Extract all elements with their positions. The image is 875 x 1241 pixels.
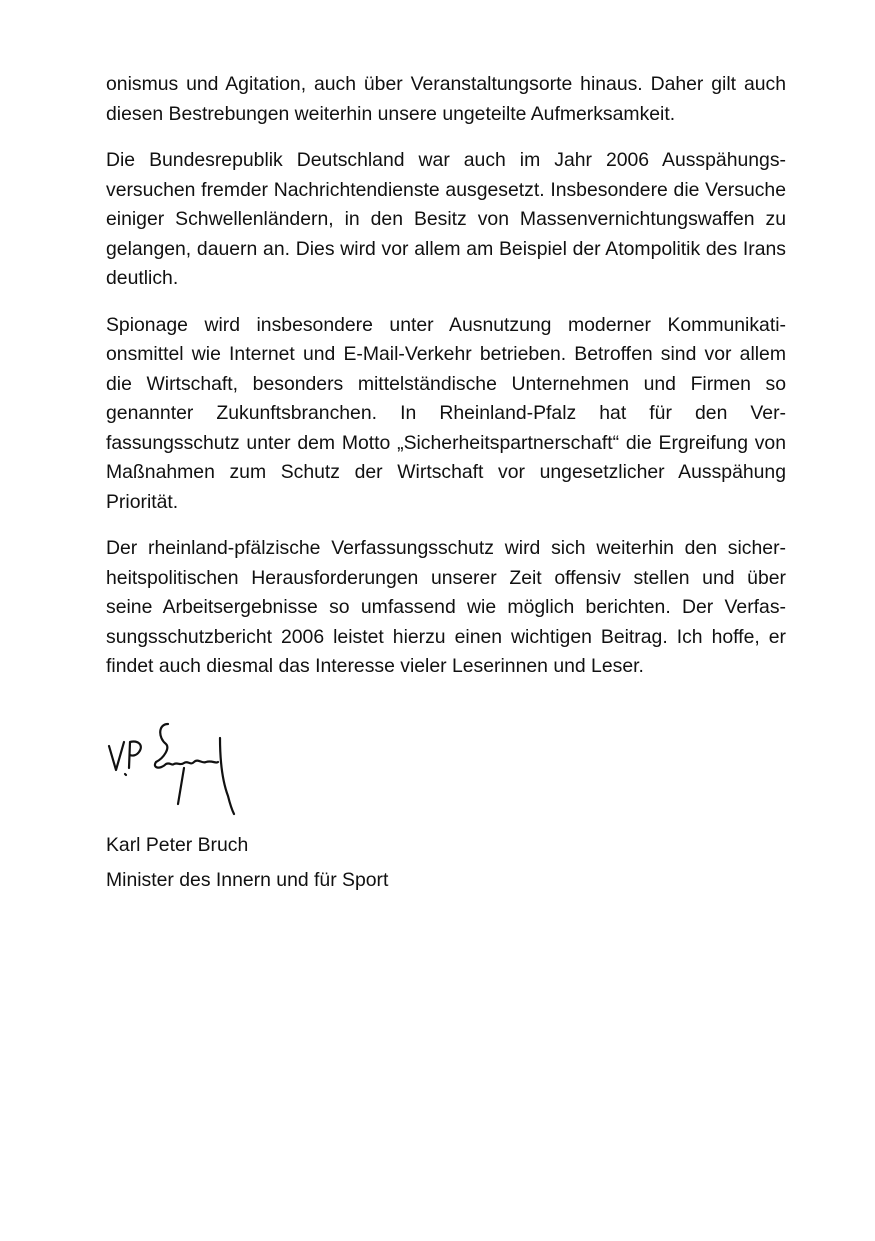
paragraph-1: onismus und Agitation, auch über Veranstaltungsorte hinaus. Daher gilt auch diesen Bestrebungen weiterhin unsere ungeteilte Aufmerksamkeit. [106, 73, 786, 125]
handwritten-signature [106, 718, 246, 822]
paragraph-3: Spionage wird insbesondere unter Ausnutzung moderner Kommunikationsmittel wie Internet und E-Mail-Verkehr betrieben. Betroffen sind vor allem die Wirtschaft, besonders mittelständische Unternehmen und Firmen so genannter Zukunftsbranchen. In Rheinland-Pfalz hat für den Verfassungsschutz unter dem Motto „Sicherheitspartnerschaft“ die Ergreifung von Maßnahmen zum Schutz der Wirtschaft vor ungesetzlicher Ausspähung Priorität. [106, 313, 786, 513]
paragraph-2: Die Bundesrepublik Deutschland war auch im Jahr 2006 Ausspähungsversuchen fremder Nachrichtendienste ausgesetzt. Insbesondere die Versuche einiger Schwellenländern, in den Besitz von Massenvernichtungswaffen zu gelangen, dauern an. Dies wird vor allem am Beispiel der Atompolitik des Irans deutlich. [106, 149, 786, 289]
paragraph-4: Der rheinland-pfälzische Verfassungsschutz wird sich weiterhin den sicherheitspolitischen Herausforderungen unserer Zeit offensiv stellen und über seine Arbeitsergebnisse so umfassend wie möglich berichten. Der Verfassungsschutzbericht 2006 leistet hierzu einen wichtigen Beitrag. Ich hoffe, er findet auch diesmal das Interesse vieler Leserinnen und Leser. [106, 537, 786, 677]
document-body [106, 70, 786, 699]
signer-block [106, 828, 388, 898]
signer-title: Minister des Innern und für Sport [106, 869, 389, 891]
signer-name: Karl Peter Bruch [106, 834, 249, 856]
